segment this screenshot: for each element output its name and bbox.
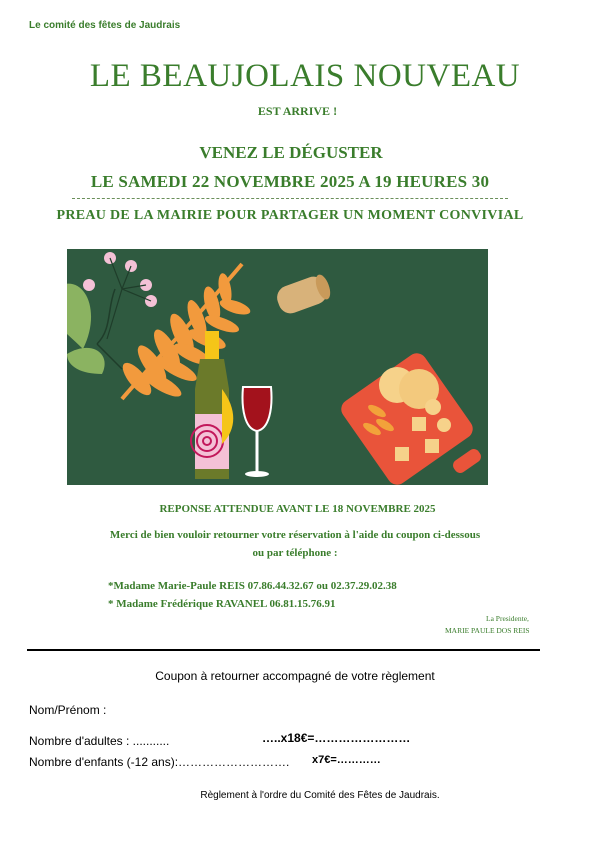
adults-field-label: Nombre d'adultes : ...........	[29, 734, 170, 748]
coupon-divider	[27, 649, 540, 651]
president-name: MARIE PAULE DOS REIS	[445, 626, 530, 635]
instructions-line-2: ou par téléphone :	[252, 547, 338, 559]
wine-cheese-illustration	[67, 249, 488, 485]
committee-name: Le comité des fêtes de Jaudrais	[29, 20, 181, 31]
event-location: PREAU DE LA MAIRIE POUR PARTAGER UN MOMENT CONVIVIAL	[56, 208, 524, 223]
event-subtitle: EST ARRIVE !	[257, 104, 338, 118]
adults-price: …..x18€=……………………	[262, 731, 411, 745]
response-deadline: REPONSE ATTENDUE AVANT LE 18 NOVEMBRE 2025	[159, 503, 436, 515]
contact-2: * Madame Frédérique RAVANEL 06.81.15.76.91	[108, 598, 336, 610]
instructions-line-1: Merci de bien vouloir retourner votre réservation à l'aide du coupon ci-dessous	[109, 529, 481, 541]
children-price: x7€=…………	[312, 754, 381, 766]
event-date: LE SAMEDI 22 NOVEMBRE 2025 A 19 HEURES 30	[90, 172, 490, 191]
payment-note: Règlement à l'ordre du Comité des Fêtes de Jaudrais.	[200, 790, 440, 801]
event-title: LE BEAUJOLAIS NOUVEAU	[89, 58, 521, 94]
president-title: La Presidente,	[486, 614, 529, 623]
children-field-label: Nombre d'enfants (-12 ans):……………………….	[29, 755, 290, 769]
reservation-instructions	[0, 526, 590, 562]
coupon-title: Coupon à retourner accompagné de votre règlement	[155, 669, 435, 683]
dashed-divider	[72, 198, 508, 199]
name-field-label: Nom/Prénom :	[29, 703, 107, 717]
invitation-line: VENEZ LE DÉGUSTER	[199, 143, 383, 162]
contact-1: *Madame Marie-Paule REIS 07.86.44.32.67 ou 02.37.29.02.38	[108, 580, 397, 592]
